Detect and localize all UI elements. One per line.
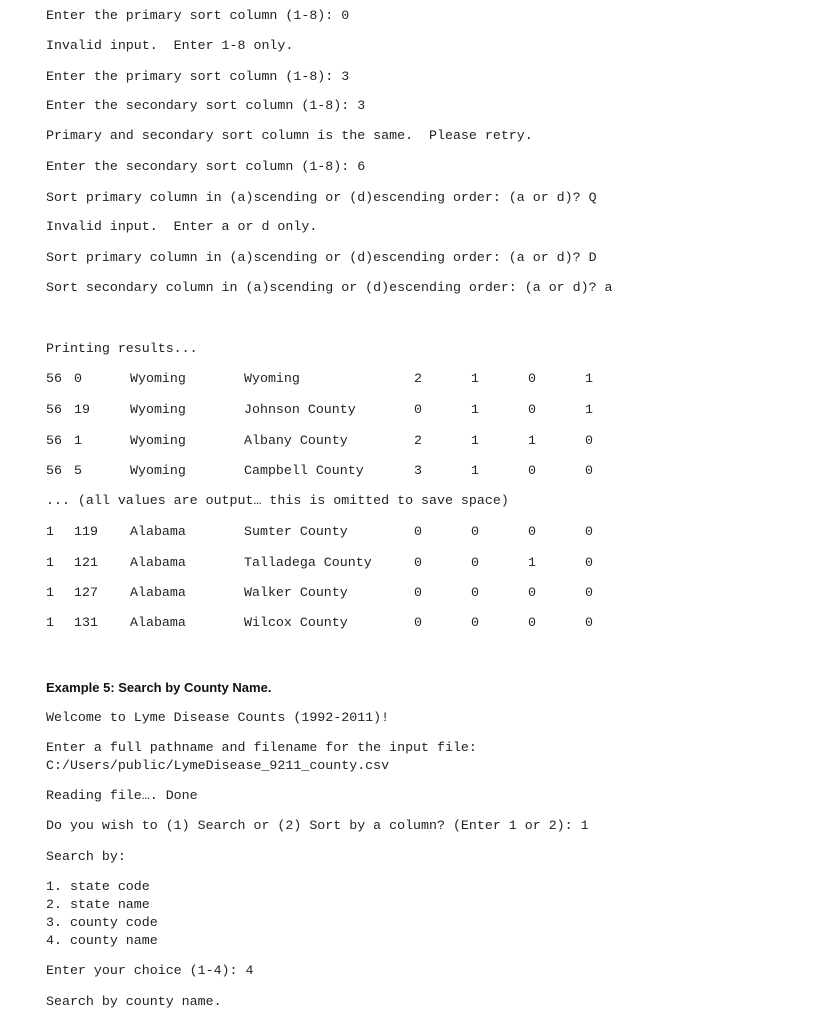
value-cell: 0	[528, 371, 536, 386]
table-row	[46, 433, 606, 449]
table-row	[46, 555, 606, 571]
console-line: Search by county name.	[46, 994, 222, 1009]
console-line: Welcome to Lyme Disease Counts (1992-2011)!	[46, 710, 390, 725]
county-name-cell: Walker County	[244, 585, 348, 600]
value-cell: 0	[414, 615, 422, 630]
console-line: Enter your choice (1-4): 4	[46, 963, 254, 978]
county-code-cell: 0	[74, 371, 82, 386]
value-cell: 0	[528, 463, 536, 478]
value-cell: 0	[471, 585, 479, 600]
table-row	[46, 371, 606, 387]
county-code-cell: 131	[74, 615, 98, 630]
value-cell: 1	[528, 555, 536, 570]
value-cell: 0	[528, 615, 536, 630]
console-line: Invalid input. Enter a or d only.	[46, 219, 318, 234]
value-cell: 0	[414, 585, 422, 600]
value-cell: 0	[414, 555, 422, 570]
table-row	[46, 585, 606, 601]
console-line: Reading file…. Done	[46, 788, 198, 803]
state-code-cell: 1	[46, 555, 54, 570]
menu-item: 1. state code	[46, 879, 150, 894]
menu-item: 3. county code	[46, 915, 158, 930]
state-code-cell: 1	[46, 615, 54, 630]
county-name-cell: Wilcox County	[244, 615, 348, 630]
table-row	[46, 463, 606, 479]
county-code-cell: 19	[74, 402, 90, 417]
value-cell: 0	[414, 402, 422, 417]
file-path-line: C:/Users/public/LymeDisease_9211_county.csv	[46, 758, 390, 773]
state-name-cell: Wyoming	[130, 463, 186, 478]
state-code-cell: 56	[46, 371, 62, 386]
county-name-cell: Talladega County	[244, 555, 372, 570]
state-name-cell: Wyoming	[130, 371, 186, 386]
state-name-cell: Wyoming	[130, 402, 186, 417]
value-cell: 0	[471, 555, 479, 570]
value-cell: 3	[414, 463, 422, 478]
value-cell: 0	[585, 585, 593, 600]
state-name-cell: Alabama	[130, 615, 186, 630]
value-cell: 2	[414, 433, 422, 448]
console-line: Primary and secondary sort column is the same. Please retry.	[46, 128, 533, 143]
value-cell: 0	[471, 524, 479, 539]
state-code-cell: 1	[46, 585, 54, 600]
menu-item: 2. state name	[46, 897, 150, 912]
console-line: Sort secondary column in (a)scending or (d)escending order: (a or d)? a	[46, 280, 613, 295]
state-name-cell: Alabama	[130, 585, 186, 600]
console-line: Enter the primary sort column (1-8): 0	[46, 8, 350, 23]
county-name-cell: Johnson County	[244, 402, 356, 417]
county-code-cell: 5	[74, 463, 82, 478]
state-code-cell: 1	[46, 524, 54, 539]
county-name-cell: Wyoming	[244, 371, 300, 386]
value-cell: 1	[471, 371, 479, 386]
value-cell: 1	[585, 402, 593, 417]
state-code-cell: 56	[46, 402, 62, 417]
county-name-cell: Campbell County	[244, 463, 364, 478]
value-cell: 0	[471, 615, 479, 630]
console-line: Search by:	[46, 849, 126, 864]
county-name-cell: Albany County	[244, 433, 348, 448]
printing-results-label: Printing results...	[46, 341, 198, 356]
menu-item: 4. county name	[46, 933, 158, 948]
value-cell: 1	[471, 463, 479, 478]
value-cell: 1	[528, 433, 536, 448]
example-heading: Example 5: Search by County Name.	[46, 680, 272, 695]
search-menu	[46, 878, 158, 950]
console-line: Enter the secondary sort column (1-8): 3	[46, 98, 366, 113]
state-name-cell: Wyoming	[130, 433, 186, 448]
county-code-cell: 119	[74, 524, 98, 539]
state-code-cell: 56	[46, 463, 62, 478]
county-code-cell: 1	[74, 433, 82, 448]
value-cell: 1	[585, 371, 593, 386]
county-name-cell: Sumter County	[244, 524, 348, 539]
county-code-cell: 127	[74, 585, 98, 600]
console-line: Do you wish to (1) Search or (2) Sort by a column? (Enter 1 or 2): 1	[46, 818, 589, 833]
value-cell: 0	[585, 433, 593, 448]
omitted-note: ... (all values are output… this is omitted to save space)	[46, 493, 509, 508]
state-name-cell: Alabama	[130, 524, 186, 539]
value-cell: 0	[414, 524, 422, 539]
value-cell: 0	[528, 524, 536, 539]
value-cell: 0	[585, 555, 593, 570]
value-cell: 1	[471, 433, 479, 448]
table-row	[46, 615, 606, 631]
console-line: Enter the primary sort column (1-8): 3	[46, 69, 350, 84]
console-line: Enter the secondary sort column (1-8): 6	[46, 159, 366, 174]
table-row	[46, 524, 606, 540]
state-code-cell: 56	[46, 433, 62, 448]
console-line: Sort primary column in (a)scending or (d)escending order: (a or d)? D	[46, 250, 597, 265]
table-row	[46, 402, 606, 418]
state-name-cell: Alabama	[130, 555, 186, 570]
value-cell: 0	[585, 463, 593, 478]
console-line: Invalid input. Enter 1-8 only.	[46, 38, 294, 53]
value-cell: 1	[471, 402, 479, 417]
console-line: Sort primary column in (a)scending or (d)escending order: (a or d)? Q	[46, 190, 597, 205]
value-cell: 0	[585, 615, 593, 630]
value-cell: 0	[585, 524, 593, 539]
county-code-cell: 121	[74, 555, 98, 570]
value-cell: 0	[528, 402, 536, 417]
value-cell: 2	[414, 371, 422, 386]
console-line: Enter a full pathname and filename for the input file:	[46, 740, 477, 755]
value-cell: 0	[528, 585, 536, 600]
